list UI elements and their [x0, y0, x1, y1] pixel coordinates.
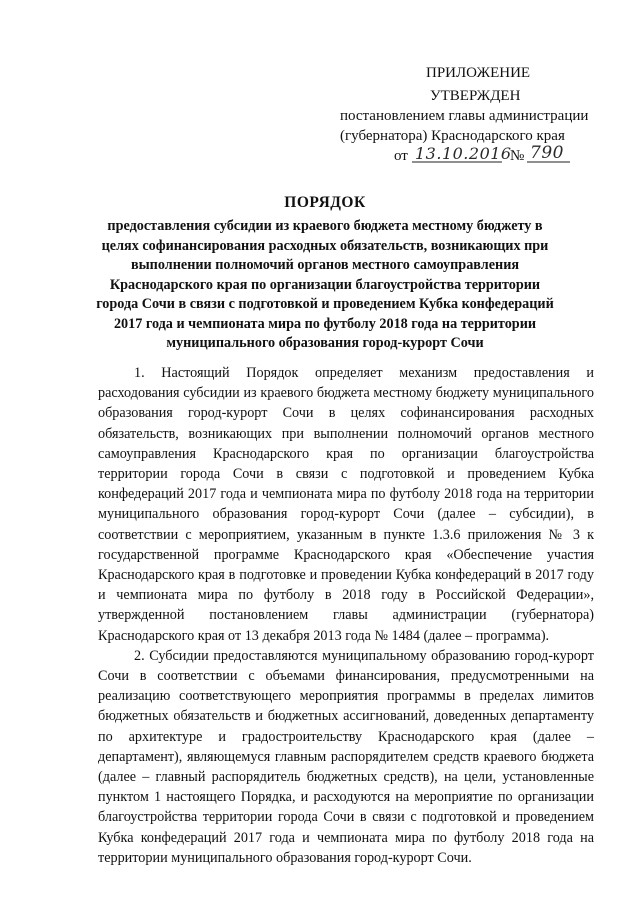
resolution-line-1: постановлением главы администрации [340, 108, 589, 124]
title-main: ПОРЯДОК [284, 194, 366, 211]
resolution-line-2: (губернатора) Краснодарского края [340, 128, 565, 144]
approved-label: УТВЕРЖДЕН [430, 88, 521, 104]
paragraph-1: 1. Настоящий Порядок определяет механизм предоставления и расходования субсидии из краевого бюджета местному бюджету муниципального образования город-курорт Сочи в целях софинансирования расходных обязательств, возникающих при выполнении полномочий органов местного самоуправления Краснодарского края по организации благоустройства территории города Сочи в связи с подготовкой и проведением Кубка конфедераций 2017 года и чемпионата мира по футболу 2018 года на территории муниципального образования город-курорт Сочи (далее – субсидии), в соответствии с мероприятием, указанным в пункте 1.3.6 приложения № 3 к государственной программе Краснодарского края «Обеспечение участия Краснодарского края в подготовке и проведении Кубка конфедераций в 2017 году и чемпионата мира по футболу в 2018 году в Российской Федерации», утвержденной постановлением главы администрации (губернатора) Краснодарского края от 13 декабря 2013 года № 1484 (далее – программа). [98, 365, 594, 644]
title-line-2: целях софинансирования расходных обязательств, возникающих при [101, 237, 549, 254]
number-handwritten: 790 [530, 143, 564, 163]
number-prefix: № [510, 148, 525, 164]
appendix-label: ПРИЛОЖЕНИЕ [426, 65, 531, 81]
title-line-5: города Сочи в связи с подготовкой и проведением Кубка конфедераций [96, 296, 554, 312]
paragraph-2: 2. Субсидии предоставляются муниципальному образованию город-курорт Сочи в соответствии с объемами финансирования, предусмотренными на реализацию соответствующего мероприятия программы в пределах лимитов бюджетных обязательств и бюджетных ассигнований, доведенных департаменту по архитектуре и градостроительству Краснодарского края (далее – департамент), являющемуся главным распорядителем средств краевого бюджета (далее – главный распорядитель бюджетных средств), на цели, установленные пунктом 1 настоящего Порядка, и расходуются на мероприятие по организации благоустройства территории города Сочи в связи с подготовкой и проведением Кубка конфедераций 2017 года и чемпионата мира по футболу 2018 года на территории муниципального образования город-курорт Сочи. [98, 647, 594, 866]
title-line-1: предоставления субсидии из краевого бюджета местному бюджету в [107, 218, 543, 234]
document-title [90, 193, 560, 354]
title-line-7: муниципального образования город-курорт Сочи [166, 335, 484, 351]
document-body [98, 363, 594, 868]
title-line-3: выполнении полномочий органов местного самоуправления [130, 257, 520, 273]
date-handwritten: 13.10.2016 [415, 144, 512, 163]
title-line-6: 2017 года и чемпионата мира по футболу 2018 года на территории [113, 315, 537, 332]
date-prefix: от [394, 148, 408, 164]
title-line-4: Краснодарского края по организации благоустройства территории [109, 276, 541, 293]
